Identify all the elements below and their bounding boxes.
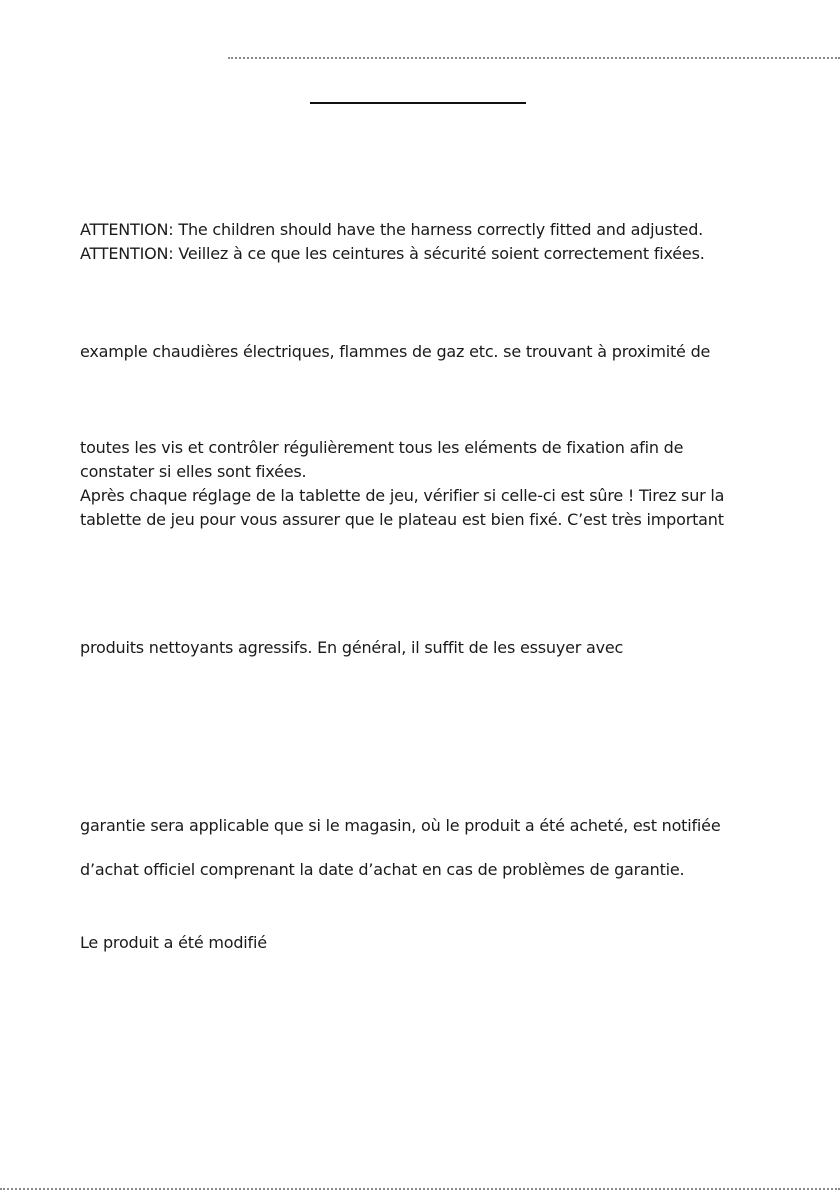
header-dotted-rule (228, 57, 840, 59)
text-line: toutes les vis et contrôler régulièrement tous les eléments de fixation afin de (80, 438, 684, 457)
text-line: Le produit a été modifié (80, 933, 267, 952)
title-underline (310, 102, 526, 104)
text-line: tablette de jeu pour vous assurer que le plateau est bien fixé. C’est très important (80, 510, 724, 529)
text-line: d’achat officiel comprenant la date d’achat en cas de problèmes de garantie. (80, 860, 685, 879)
text-line: produits nettoyants agressifs. En général, il suffit de les essuyer avec (80, 638, 624, 657)
text-line: garantie sera applicable que si le magasin, où le produit a été acheté, est notifiée (80, 816, 721, 835)
text-line: ATTENTION: The children should have the harness correctly fitted and adjusted. (80, 220, 704, 239)
text-line: ATTENTION: Veillez à ce que les ceintures à sécurité soient correctement fixées. (80, 244, 705, 263)
text-line: example chaudières électriques, flammes de gaz etc. se trouvant à proximité de (80, 342, 711, 361)
text-line: Après chaque réglage de la tablette de jeu, vérifier si celle-ci est sûre ! Tirez sur la (80, 486, 725, 505)
text-line: constater si elles sont fixées. (80, 462, 307, 481)
footer-dotted-rule (0, 1188, 840, 1190)
